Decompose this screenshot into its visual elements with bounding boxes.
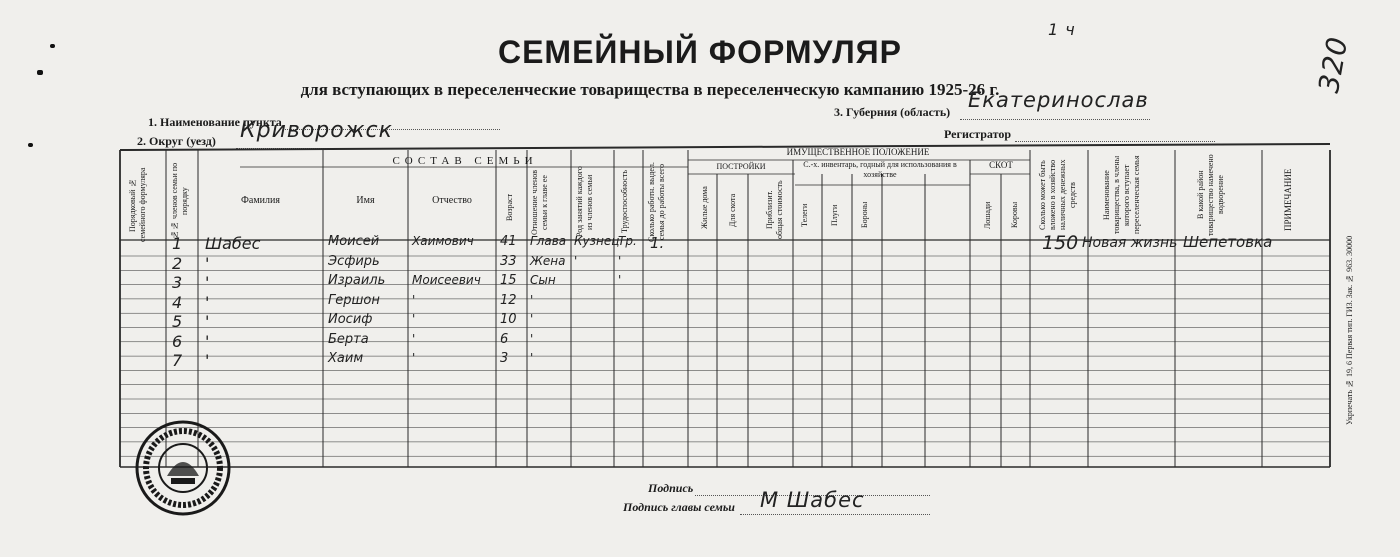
- col-carts: Телеги: [800, 203, 809, 227]
- row-2-name: Эсфирь: [328, 253, 380, 269]
- row-4-surname: ': [205, 292, 210, 312]
- col-harrows: Бороны: [860, 201, 869, 229]
- col-workers: Сколько работн. выдел. семья до работы всего: [647, 162, 666, 242]
- row-5-age: 10: [500, 312, 517, 327]
- head-signature: М Шабес: [760, 488, 865, 512]
- guberniya-value: Екатеринослав: [968, 88, 1149, 112]
- row-3-no: 3: [172, 273, 183, 292]
- row-2-no: 2: [172, 253, 183, 273]
- row-1-surname: Шабес: [205, 234, 261, 253]
- row-6-patronymic: ': [412, 331, 416, 346]
- row-4-name: Гершон: [328, 292, 380, 308]
- region-value: Шепетовка: [1183, 233, 1273, 251]
- row-6-name: Берта: [328, 331, 369, 347]
- row-3-relation: Сын: [530, 273, 556, 287]
- col-cows: Коровы: [1010, 201, 1019, 229]
- row-4-no: 4: [172, 292, 183, 312]
- row-7-surname: ': [205, 351, 210, 370]
- col-horses: Лошади: [983, 201, 992, 229]
- head-sign-label: Подпись главы семьи: [623, 500, 735, 514]
- row-4-patronymic: ': [412, 292, 416, 307]
- col-patronymic: Отчество: [432, 195, 472, 206]
- row-1-occupation: Кузнец: [574, 234, 620, 248]
- row-3-ability: ': [618, 273, 622, 287]
- row-6-surname: ': [205, 331, 210, 351]
- col-houses: Жилые дома: [700, 186, 709, 229]
- row-1-relation: Глава: [530, 234, 567, 248]
- row-5-patronymic: ': [412, 312, 416, 326]
- row-4-age: 12: [500, 292, 517, 308]
- guberniya-label: 3. Губерния (область): [834, 105, 951, 119]
- col-notes: ПРИМЕЧАНИЕ: [1283, 168, 1293, 232]
- row-7-no: 7: [172, 351, 183, 370]
- row-2-surname: ': [205, 253, 210, 273]
- group-buildings-header: ПОСТРОЙКИ: [716, 162, 766, 171]
- col-form-no: Порядковый № семейного формуляра: [128, 167, 147, 243]
- row-6-no: 6: [172, 331, 183, 351]
- row-3-patronymic: Моисеевич: [412, 273, 481, 287]
- col-age: Возраст: [505, 193, 514, 222]
- row-1-name: Моисей: [328, 234, 380, 249]
- row-6-relation: ': [530, 331, 534, 346]
- col-surname: Фамилия: [241, 195, 280, 206]
- row-5-surname: ': [205, 312, 210, 331]
- punkt-label: 1. Наименование пункта: [148, 115, 282, 129]
- col-approx-value: Приблизит. общая стоимость: [765, 180, 784, 240]
- row-1-ability: Тр.: [618, 234, 637, 248]
- row-4-relation: ': [530, 292, 534, 307]
- row-2-relation: Жена: [530, 253, 566, 268]
- row-2-ability: ': [618, 253, 622, 268]
- row-5-no: 5: [172, 312, 183, 331]
- printer-note: Укрпечать № 19, 6 Первая тип. ГИЗ. Зак. № 963. 30000: [1345, 235, 1354, 425]
- okrug-value: Криворожск: [240, 118, 393, 143]
- form-title: СЕМЕЙНЫЙ ФОРМУЛЯР: [497, 34, 903, 70]
- row-7-name: Хаим: [328, 351, 364, 366]
- partnership-value: Новая жизнь: [1082, 235, 1178, 251]
- row-1-patronymic: Хаимович: [412, 234, 474, 248]
- col-region: В какой район товарищество намечено водворение: [1196, 154, 1225, 236]
- group-inventory-header: С.-х. инвентарь, годный для использования в хозяйстве: [803, 160, 957, 179]
- row-1-no: 1: [172, 234, 183, 253]
- group-livestock-header: СКОТ: [989, 160, 1013, 170]
- funds-value: 150: [1042, 232, 1079, 254]
- form-subtitle: для вступающих в переселенческие товарищества в переселенческую кампанию 1925-26 г.: [300, 80, 1000, 99]
- sign-label: Подпись: [648, 481, 694, 495]
- col-relation: Отношение членов семьи к главе ее: [530, 170, 549, 236]
- round-stamp: [133, 418, 233, 518]
- sheet-number: 320: [1312, 33, 1355, 96]
- head-sign-field: [740, 513, 930, 515]
- row-7-patronymic: ': [412, 351, 416, 365]
- registrator-label: Регистратор: [944, 127, 1012, 141]
- row-5-relation: ': [530, 312, 534, 326]
- col-cattle-sheds: Для скота: [728, 193, 737, 227]
- group-family-header: СОСТАВ СЕМЬИ: [392, 155, 538, 167]
- row-3-name: Израиль: [328, 273, 386, 288]
- corner-mark: 1 ч: [1048, 20, 1076, 39]
- col-funds: Сколько может быть вложено в хозяйство наличных денежных средств: [1038, 159, 1077, 231]
- okrug-label: 2. Округ (уезд): [137, 134, 216, 148]
- row-3-age: 15: [500, 273, 517, 288]
- row-2-age: 33: [500, 253, 517, 269]
- col-name: Имя: [356, 195, 375, 206]
- row-1-age: 41: [500, 234, 517, 249]
- col-member-no: №№ членов семьи по порядку: [170, 162, 189, 240]
- col-occupation: Род занятий каждого из членов семьи: [575, 166, 594, 238]
- row-1-workers: 1.: [650, 234, 665, 252]
- row-2-occupation: ': [574, 253, 578, 268]
- row-5-name: Иосиф: [328, 312, 373, 327]
- row-6-age: 6: [500, 331, 509, 347]
- col-partnership: Наименование товарищества, в члены которого вступает переселенческая семья: [1102, 155, 1141, 235]
- col-ability: Трудоспособность: [620, 169, 629, 233]
- row-7-relation: ': [530, 351, 534, 365]
- group-property-header: ИМУЩЕСТВЕННОЕ ПОЛОЖЕНИЕ: [786, 147, 930, 157]
- row-7-age: 3: [500, 351, 509, 366]
- row-3-surname: ': [205, 273, 210, 292]
- col-ploughs: Плуги: [830, 204, 839, 226]
